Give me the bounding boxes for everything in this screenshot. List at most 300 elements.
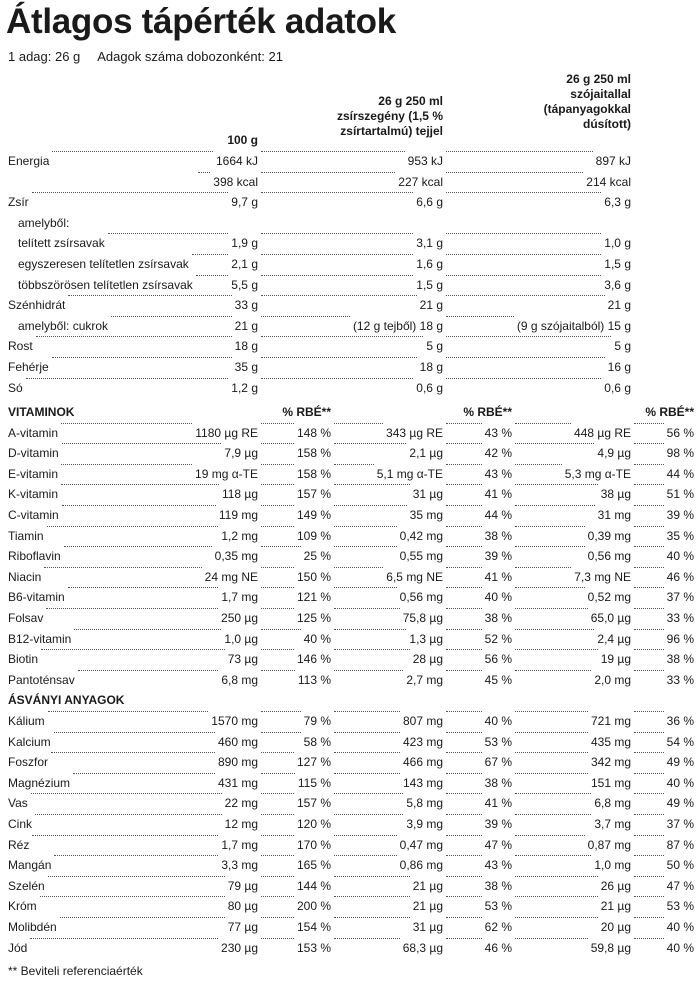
value-v3: 342 mg	[590, 755, 631, 770]
value-p1: 165 %	[296, 858, 331, 873]
table-row	[0, 629, 700, 649]
value-p2: 45 %	[484, 672, 512, 687]
dot-leader	[515, 896, 598, 897]
dot-leader	[192, 254, 228, 255]
value-v3: 5,3 mg α-TE	[564, 466, 631, 481]
value-v3: 3,6 g	[604, 277, 631, 292]
dot-leader	[446, 567, 482, 568]
dot-leader	[634, 773, 664, 774]
value-p3: 36 %	[666, 714, 694, 728]
dot-leader	[47, 526, 218, 527]
dot-leader	[446, 336, 611, 337]
value-p3: 46 %	[666, 569, 694, 584]
dot-leader	[515, 464, 562, 465]
table-row	[0, 484, 700, 504]
dot-leader	[61, 484, 219, 485]
dot-leader	[334, 752, 400, 753]
value-p3: 54 %	[666, 734, 694, 749]
dot-leader	[515, 835, 585, 836]
value-v3: 26 µg	[600, 878, 631, 893]
value-v2: 2,1 µg	[409, 446, 443, 461]
value-v1: 119 mg	[218, 508, 258, 522]
dot-leader	[261, 917, 294, 918]
value-p3: 49 %	[666, 755, 694, 770]
row-label: Folsav	[8, 611, 44, 625]
dot-leader	[41, 649, 225, 650]
dot-leader	[73, 773, 215, 774]
value-p3: 40 %	[666, 549, 694, 564]
value-p2: 56 %	[484, 652, 512, 667]
dot-leader	[634, 711, 664, 712]
value-v3: 65,0 µg	[590, 611, 631, 625]
dot-leader	[261, 464, 294, 465]
row-label: többszörösen telítetlen zsírsavak	[18, 277, 193, 292]
value-p2: 40 %	[484, 714, 512, 728]
table-row	[0, 917, 700, 937]
value-v2: 21 µg	[412, 899, 443, 914]
value-v2: 1,3 µg	[409, 631, 443, 646]
value-v2: 0,56 mg	[399, 590, 443, 605]
value-v3: 59,8 µg	[590, 940, 631, 955]
table-row	[0, 835, 700, 855]
value-v2: 227 kcal	[398, 174, 443, 189]
table-row	[0, 336, 700, 356]
table-row	[0, 855, 700, 875]
value-v1: 33 g	[234, 298, 258, 313]
value-v1: 431 mg	[217, 775, 258, 790]
rbe-header-3: % RBÉ**	[645, 405, 694, 419]
table-row	[0, 526, 700, 546]
dot-leader	[261, 295, 417, 296]
dot-leader	[634, 938, 664, 939]
value-v3: 4,9 µg	[597, 446, 631, 461]
value-v1: 19 mg α-TE	[195, 466, 258, 481]
dot-leader	[446, 732, 482, 733]
dot-leader	[634, 752, 664, 753]
column-header-soy: 26 g 250 ml szójaitallal (tápanyagokkal dúsított)	[543, 72, 631, 131]
value-p3: 40 %	[666, 775, 694, 790]
value-p2: 44 %	[484, 508, 512, 522]
column-header-milk: 26 g 250 ml zsírszegény (1,5 % zsírtartalmú) tejjel	[336, 94, 443, 138]
value-v2: 21 g	[419, 298, 443, 313]
dot-leader	[634, 917, 664, 918]
dot-leader	[261, 711, 301, 712]
value-p1: 170 %	[296, 837, 331, 852]
dot-leader	[261, 567, 294, 568]
table-row	[0, 814, 700, 834]
value-v1: 118 µg	[221, 487, 258, 502]
rbe-header-2: % RBÉ**	[463, 405, 512, 419]
value-p1: 154 %	[296, 920, 331, 934]
dot-leader	[261, 526, 294, 527]
dot-leader	[634, 835, 664, 836]
value-v3: 1,0 mg	[594, 858, 631, 873]
dot-leader	[515, 855, 591, 856]
value-p3: 33 %	[666, 611, 694, 625]
dot-leader	[446, 526, 482, 527]
section-heading: VITAMINOK	[8, 405, 75, 419]
dot-leader	[261, 587, 294, 588]
row-label: Niacin	[8, 569, 42, 584]
table-row	[0, 378, 700, 398]
value-p1: 40 %	[303, 631, 331, 646]
dot-leader	[261, 172, 395, 173]
value-v3: 21 g	[607, 298, 631, 313]
value-p1: 127 %	[296, 755, 331, 770]
row-label: Króm	[8, 899, 37, 914]
row-label: Energia	[8, 154, 50, 168]
value-v1: 1570 mg	[211, 714, 258, 728]
dot-leader	[446, 629, 482, 630]
row-label: Molibdén	[8, 920, 57, 934]
dot-leader	[515, 711, 588, 712]
dot-leader	[334, 732, 400, 733]
row-label: Riboflavin	[8, 549, 61, 564]
value-p3: 56 %	[666, 425, 694, 440]
value-v1: 2,1 g	[231, 257, 258, 271]
value-v2: 0,86 mg	[399, 858, 443, 873]
value-v3: 0,6 g	[604, 380, 631, 395]
dot-leader	[634, 423, 664, 424]
row-label: Pantoténsav	[8, 672, 75, 687]
row-label: Rost	[8, 339, 33, 354]
dot-leader	[61, 464, 192, 465]
value-v1: 1180 µg RE	[195, 425, 258, 440]
dot-leader	[334, 526, 397, 527]
value-v1: 460 mg	[217, 734, 258, 749]
row-label: Magnézium	[8, 775, 71, 790]
dot-leader	[446, 855, 482, 856]
value-p1: 157 %	[296, 796, 331, 811]
value-p1: 79 %	[303, 714, 331, 728]
value-p1: 150 %	[296, 569, 331, 584]
dot-leader	[446, 172, 583, 173]
row-label: Cink	[8, 817, 33, 831]
dot-leader	[446, 814, 482, 815]
row-label: B6-vitamin	[8, 590, 65, 605]
value-p1: 58 %	[303, 734, 331, 749]
dot-leader	[446, 378, 601, 379]
dot-leader	[515, 629, 594, 630]
dot-leader	[261, 357, 417, 358]
dot-leader	[261, 670, 295, 671]
dot-leader	[515, 752, 588, 753]
dot-leader	[62, 505, 216, 506]
dot-leader	[334, 855, 397, 856]
row-label: Kálium	[8, 714, 45, 728]
dot-leader	[515, 793, 591, 794]
value-v3: 721 mg	[590, 714, 631, 728]
value-v2: 343 µg RE	[386, 425, 443, 440]
value-v1: 9,7 g	[231, 195, 258, 210]
dot-leader	[48, 711, 208, 712]
dot-leader	[261, 316, 350, 317]
value-v2: 423 mg	[402, 734, 443, 749]
value-v1: 18 g	[234, 339, 258, 354]
dot-leader	[446, 357, 605, 358]
table-row	[0, 567, 700, 587]
dot-leader	[446, 423, 482, 424]
serving-size: 1 adag: 26 g	[8, 49, 81, 64]
dot-leader	[334, 876, 410, 877]
row-label: Réz	[8, 837, 30, 852]
dot-leader	[261, 275, 413, 276]
dot-leader	[261, 649, 294, 650]
dot-leader	[261, 938, 294, 939]
value-v2: 21 µg	[412, 878, 443, 893]
value-p1: 109 %	[296, 528, 331, 543]
value-v3: (9 g szójaitalból) 15 g	[516, 318, 631, 333]
value-p3: 53 %	[666, 899, 694, 914]
value-p2: 39 %	[484, 549, 512, 564]
dot-leader	[446, 464, 482, 465]
dot-leader	[261, 752, 294, 753]
dot-leader	[334, 793, 403, 794]
value-v3: 5 g	[614, 339, 631, 354]
value-p3: 87 %	[666, 837, 694, 852]
value-p3: 50 %	[666, 858, 694, 873]
row-label: D-vitamin	[8, 446, 59, 461]
dot-leader	[634, 876, 664, 877]
value-v3: 0,56 mg	[587, 549, 631, 564]
dot-leader	[634, 546, 664, 547]
value-v1: 3,3 mg	[221, 858, 258, 873]
dot-leader	[446, 649, 482, 650]
dot-leader	[48, 876, 225, 877]
dot-leader	[446, 316, 514, 317]
value-v1: 398 kcal	[213, 174, 258, 189]
value-p2: 43 %	[484, 425, 512, 440]
dot-leader	[261, 835, 294, 836]
value-v3: 151 mg	[590, 775, 631, 790]
value-v3: 6,8 mg	[594, 796, 631, 811]
dot-leader	[261, 608, 294, 609]
dot-leader	[634, 526, 664, 527]
dot-leader	[261, 378, 413, 379]
value-v2: 18 g	[419, 360, 443, 374]
table-row	[0, 275, 700, 295]
dot-leader	[198, 172, 210, 173]
row-label: K-vitamin	[8, 487, 59, 502]
dot-leader	[634, 484, 664, 485]
value-p2: 52 %	[484, 631, 512, 646]
value-p1: 200 %	[296, 899, 331, 914]
dot-leader	[515, 938, 588, 939]
value-v2: 5,8 mg	[406, 796, 443, 811]
table-row	[0, 608, 700, 628]
dot-leader	[68, 587, 218, 588]
row-label: Só	[8, 380, 23, 395]
value-v3: 435 mg	[590, 734, 631, 749]
dot-leader	[64, 546, 212, 547]
value-v2: 6,6 g	[416, 195, 443, 210]
row-label: Kalcium	[8, 734, 51, 749]
dot-leader	[634, 464, 664, 465]
value-p1: 125 %	[296, 611, 331, 625]
value-v3: 21 µg	[600, 899, 631, 914]
section-heading-row	[0, 690, 700, 710]
table-row	[0, 587, 700, 607]
dot-leader	[634, 443, 664, 444]
dot-leader	[515, 484, 598, 485]
dot-leader	[261, 546, 301, 547]
value-p2: 67 %	[484, 755, 512, 770]
row-label: egyszeresen telítetlen zsírsavak	[18, 257, 189, 271]
dot-leader	[515, 608, 588, 609]
value-p3: 98 %	[666, 446, 694, 461]
dot-leader	[634, 814, 664, 815]
value-v1: 0,35 mg	[214, 549, 258, 564]
dot-leader	[261, 629, 301, 630]
dot-leader	[634, 587, 664, 588]
dot-leader	[634, 670, 664, 671]
value-p2: 42 %	[484, 446, 512, 461]
value-p2: 41 %	[484, 487, 512, 502]
value-v2: 3,9 mg	[406, 817, 443, 831]
dot-leader	[44, 567, 202, 568]
table-row	[0, 773, 700, 793]
value-v3: 0,39 mg	[587, 528, 631, 543]
dot-leader	[634, 793, 664, 794]
value-p3: 51 %	[666, 487, 694, 502]
dot-leader	[60, 917, 225, 918]
value-v3: 6,3 g	[604, 195, 631, 210]
dot-leader	[261, 896, 294, 897]
dot-leader	[261, 876, 294, 877]
dot-leader	[446, 254, 601, 255]
value-p3: 37 %	[666, 590, 694, 605]
value-v3: 0,87 mg	[587, 837, 631, 852]
table-row	[0, 711, 700, 731]
row-label: B12-vitamin	[8, 631, 72, 646]
value-v2: 31 µg	[412, 487, 443, 502]
value-v3: 31 mg	[597, 508, 631, 522]
value-p3: 40 %	[666, 940, 694, 955]
dot-leader	[261, 423, 294, 424]
dot-leader	[35, 814, 222, 815]
value-v1: 1,7 mg	[221, 590, 258, 605]
value-p1: 25 %	[303, 549, 331, 564]
value-p2: 38 %	[484, 878, 512, 893]
dot-leader	[52, 151, 213, 152]
dot-leader	[515, 917, 598, 918]
value-v3: 19 µg	[600, 652, 631, 667]
table-row	[0, 938, 700, 958]
table-row	[0, 876, 700, 896]
dot-leader	[261, 233, 413, 234]
dot-leader	[334, 505, 407, 506]
dot-leader	[261, 254, 413, 255]
dot-leader	[61, 423, 192, 424]
value-p1: 157 %	[296, 487, 331, 502]
value-v1: 73 µg	[227, 652, 258, 667]
value-p3: 49 %	[666, 796, 694, 811]
table-row	[0, 151, 700, 171]
table-row	[0, 357, 700, 377]
value-v1: 1,0 µg	[224, 631, 258, 646]
table-row	[0, 295, 700, 315]
value-v2: 31 µg	[412, 920, 443, 934]
dot-leader	[446, 151, 593, 152]
value-v2: 143 mg	[402, 775, 443, 790]
table-row	[0, 316, 700, 336]
dot-leader	[446, 670, 482, 671]
value-p3: 35 %	[666, 528, 694, 543]
row-label: Szelén	[8, 878, 45, 893]
dot-leader	[446, 773, 482, 774]
page-title: Átlagos tápérték adatok	[6, 2, 396, 41]
value-v2: (12 g tejből) 18 g	[352, 318, 443, 333]
table-row	[0, 732, 700, 752]
dot-leader	[334, 938, 400, 939]
value-v1: 1,2 mg	[221, 528, 258, 543]
value-v2: 35 mg	[409, 508, 443, 522]
dot-leader	[334, 423, 383, 424]
value-v3: 2,4 µg	[597, 631, 631, 646]
dot-leader	[334, 629, 406, 630]
value-v3: 7,3 mg NE	[574, 569, 631, 584]
table-row	[0, 793, 700, 813]
value-p3: 33 %	[666, 672, 694, 687]
value-p1: 153 %	[296, 940, 331, 955]
dot-leader	[446, 917, 482, 918]
value-p1: 120 %	[296, 817, 331, 831]
dot-leader	[446, 192, 601, 193]
dot-leader	[32, 192, 228, 193]
dot-leader	[515, 505, 595, 506]
dot-leader	[634, 629, 664, 630]
value-p2: 41 %	[484, 796, 512, 811]
dot-leader	[334, 649, 410, 650]
row-label: amelyből:	[18, 215, 70, 230]
dot-leader	[261, 484, 294, 485]
row-label: Tiamin	[8, 528, 44, 543]
value-p1: 113 %	[297, 672, 331, 687]
dot-leader	[78, 670, 218, 671]
dot-leader	[634, 608, 664, 609]
dot-leader	[446, 484, 482, 485]
dot-leader	[36, 336, 232, 337]
dot-leader	[261, 336, 423, 337]
dot-leader	[30, 938, 218, 939]
column-header-100g: 100 g	[227, 133, 258, 147]
value-v1: 24 mg NE	[204, 569, 258, 584]
dot-leader	[446, 752, 482, 753]
value-v2: 1,6 g	[416, 257, 443, 271]
row-label: C-vitamin	[8, 508, 59, 522]
value-v3: 0,52 mg	[587, 590, 631, 605]
value-p3: 47 %	[666, 878, 694, 893]
dot-leader	[446, 505, 482, 506]
dot-leader	[446, 711, 482, 712]
value-p1: 144 %	[296, 878, 331, 893]
dot-leader	[334, 567, 383, 568]
dot-leader	[334, 484, 410, 485]
value-v2: 0,47 mg	[399, 837, 443, 852]
value-p2: 62 %	[484, 920, 512, 934]
value-v1: 22 mg	[224, 796, 258, 811]
value-v1: 1,2 g	[231, 380, 258, 395]
dot-leader	[515, 670, 591, 671]
value-v2: 75,8 µg	[402, 611, 443, 625]
dot-leader	[261, 855, 294, 856]
dot-leader	[446, 835, 482, 836]
value-p3: 40 %	[666, 920, 694, 934]
dot-leader	[446, 546, 482, 547]
value-v2: 0,6 g	[416, 380, 443, 395]
table-row	[0, 546, 700, 566]
dot-leader	[634, 896, 664, 897]
